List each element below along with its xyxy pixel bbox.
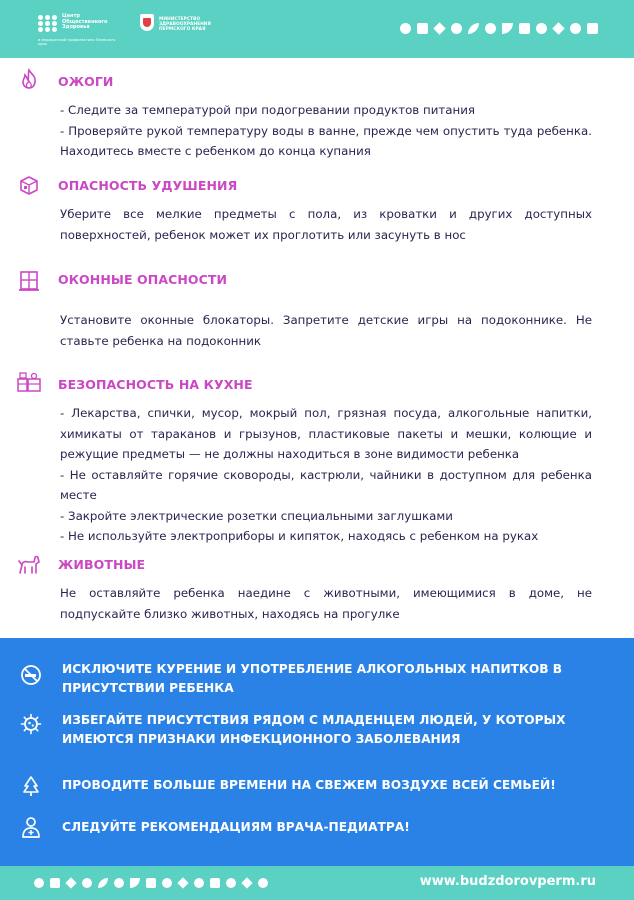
tip-text: ПРОВОДИТЕ БОЛЬШЕ ВРЕМЕНИ НА СВЕЖЕМ ВОЗДУХЕ ВСЕЙ СЕМЬЕЙ! (62, 778, 556, 792)
section-title: ОЖОГИ (58, 74, 114, 89)
fire-icon (16, 68, 42, 90)
section-line: - Закройте электрические розетки специальными заглушками (60, 508, 453, 523)
fresh-air-icon (20, 775, 42, 797)
logo2-line: МИНИСТЕРСТВО (159, 17, 201, 22)
website-link[interactable]: www.budzdorovperm.ru (419, 874, 596, 889)
public-health-center-logo (38, 13, 116, 48)
logo2-line: ЗДРАВООХРАНЕНИЯ (159, 22, 211, 27)
section-body (60, 583, 592, 624)
doctor-icon (20, 816, 42, 838)
section-line: Не оставляйте ребенка наедине с животными, имеющимися в доме, не подпускайте близко животных, находясь на прогулке (60, 586, 592, 621)
section-line: - Проверяйте рукой температуру воды в ванне, прежде чем опустить туда ребенка. Находитесь вместе с ребенком до конца купания (60, 123, 592, 158)
tip-text: ИСКЛЮЧИТЕ КУРЕНИЕ И УПОТРЕБЛЕНИЕ АЛКОГОЛЬНЫХ НАПИТКОВ В ПРИСУТСТВИИ РЕБЕНКА (62, 662, 563, 695)
section-line: Уберите все мелкие предметы с пола, из кроватки и других доступных поверхностей, ребенок может их проглотить или засунуть в нос (60, 207, 592, 242)
section-line: - Не оставляйте горячие сковороды, кастрюли, чайники в доступном для ребенка месте (60, 467, 592, 502)
section-line: Установите оконные блокаторы. Запретите детские игры на подоконнике. Не ставьте ребенка на подоконник (60, 313, 592, 348)
logo1-subtitle: и медицинской профилактики Пермского края (38, 38, 116, 46)
toy-cube-icon (16, 174, 42, 196)
section-title: ОПАСНОСТЬ УДУШЕНИЯ (58, 178, 238, 193)
section-title: ОКОННЫЕ ОПАСНОСТИ (58, 272, 228, 287)
logo2-line: ПЕРМСКОГО КРАЯ (159, 27, 206, 32)
section-line: - Не используйте электроприборы и кипяток, находясь с ребенком на руках (60, 529, 539, 543)
perm-crest-icon (140, 14, 154, 31)
tip-text: ИЗБЕГАЙТЕ ПРИСУТСТВИЯ РЯДОМ С МЛАДЕНЦЕМ ЛЮДЕЙ, У КОТОРЫХ ИМЕЮТСЯ ПРИЗНАКИ ИНФЕКЦИОННОГО ЗАБОЛЕВАНИЯ (62, 713, 566, 746)
section-body (60, 310, 592, 351)
section-title: БЕЗОПАСНОСТЬ НА КУХНЕ (58, 377, 253, 392)
header-band (0, 0, 634, 58)
section-body (60, 403, 592, 547)
tip-text: СЛЕДУЙТЕ РЕКОМЕНДАЦИЯМ ВРАЧА-ПЕДИАТРА! (62, 820, 410, 834)
ministry-logo (140, 14, 211, 48)
decorative-shapes-pattern (400, 23, 598, 34)
section-body (60, 204, 592, 245)
logo1-line: Центр (62, 13, 80, 19)
dog-icon (16, 553, 42, 575)
dots-logo-icon (38, 15, 58, 32)
section-line: - Лекарства, спички, мусор, мокрый пол, грязная посуда, алкогольные напитки, химикаты от тараканов и грызунов, пластиковые пакеты и мешки, колющие и режущие предметы — не должны находиться в зоне видимости ребенка (60, 406, 592, 461)
logo1-line: Общественного (62, 18, 108, 25)
section-body (60, 100, 592, 162)
no-smoking-icon (20, 664, 42, 686)
section-line: - Следите за температурой при подогревании продуктов питания (60, 103, 475, 117)
kitchen-icon (16, 371, 42, 393)
section-title: ЖИВОТНЫЕ (58, 557, 146, 572)
window-icon (16, 270, 42, 292)
virus-icon (20, 713, 42, 735)
logo1-line: Здоровья (62, 24, 90, 30)
decorative-shapes-pattern (34, 878, 268, 888)
